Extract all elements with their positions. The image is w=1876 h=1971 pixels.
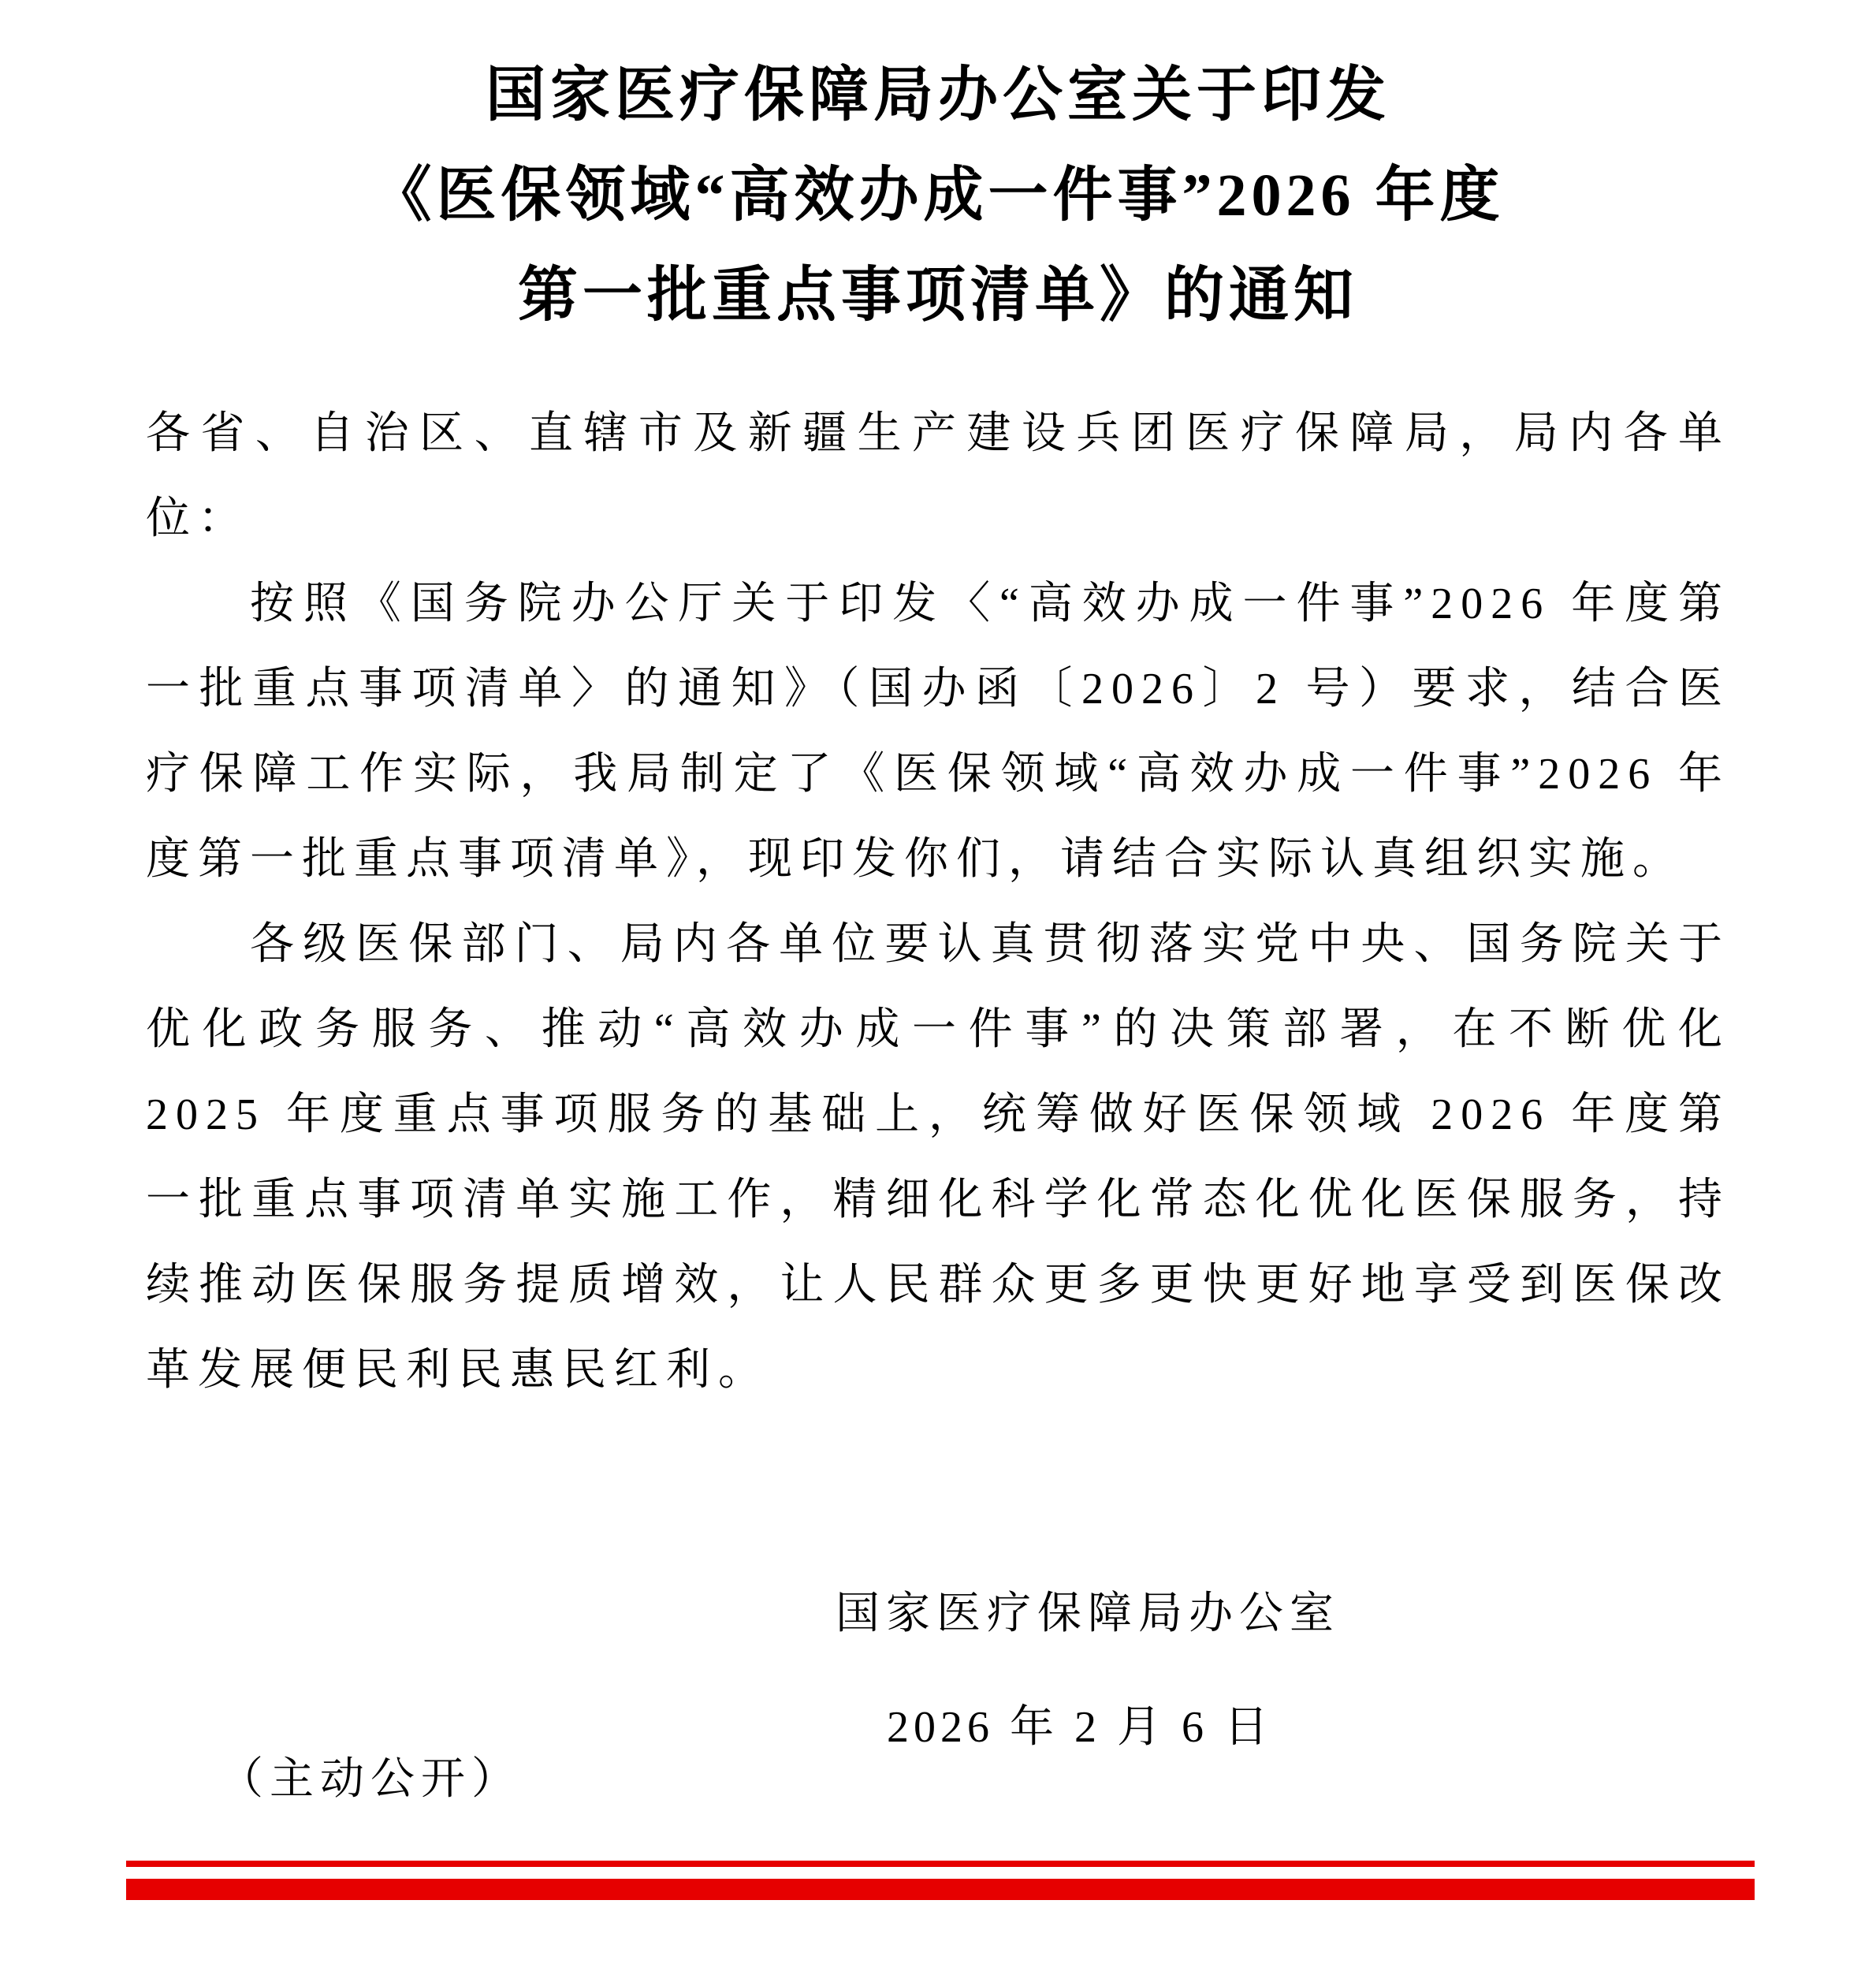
document-title	[0, 46, 1876, 346]
salutation: 各省、自治区、直辖市及新疆生产建设兵团医疗保障局，局内各单位：	[146, 409, 1730, 543]
document-title-line-1: 国家医疗保障局办公室关于印发	[486, 62, 1390, 129]
body-paragraph-2: 各级医保部门、局内各单位要认真贯彻落实党中央、国务院关于优化政务服务、推动“高效办成一件事”的决策部署，在不断优化 2025 年度重点事项服务的基础上，统筹做好医保领域 2026 年度第一批重点事项清单实施工作，精细化科学化常态化优化医保服务，持续推动医保服务提质增效，让人民群众更多更快更好地享受到医保改革发展便民利民惠民红利。	[146, 920, 1730, 1395]
document-title-line-3: 第一批重点事项清单》的通知	[518, 263, 1358, 329]
document-body	[146, 391, 1730, 1413]
footer-rule-thick	[126, 1879, 1755, 1900]
body-paragraph-1: 按照《国务院办公厅关于印发〈“高效办成一件事”2026 年度第一批重点事项清单〉的通知》（国办函〔2026〕2 号）要求，结合医疗保障工作实际，我局制定了《医保领域“高效办成一件事”2026 年度第一批重点事项清单》，现印发你们，请结合实际认真组织实施。	[146, 579, 1730, 884]
issue-date: 2026 年 2 月 6 日	[887, 1703, 1273, 1752]
disclosure-note: （主动公开）	[219, 1755, 522, 1804]
document-title-line-2: 《医保领域“高效办成一件事”2026 年度	[371, 162, 1505, 229]
issuing-office-signature: 国家医疗保障局办公室	[836, 1589, 1340, 1638]
footer-rule-thin	[126, 1861, 1755, 1867]
